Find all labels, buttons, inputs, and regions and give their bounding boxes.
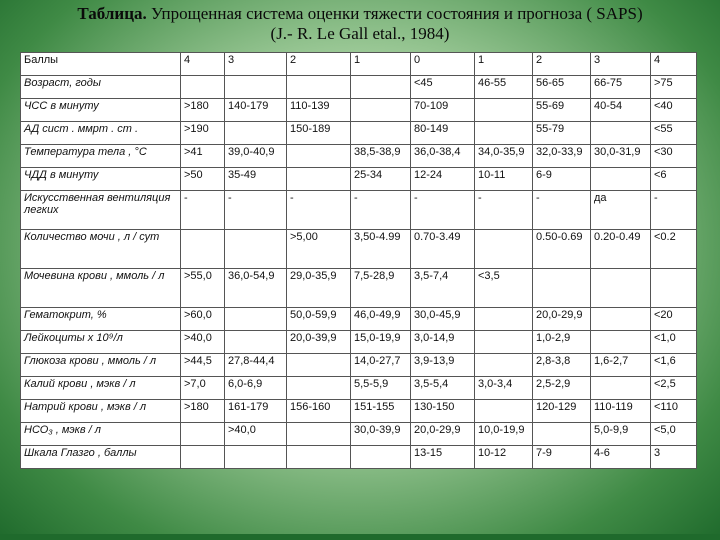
table-cell: 14,0-27,7 <box>351 354 411 377</box>
table-cell: - <box>181 191 225 230</box>
table-cell: 0.50-0.69 <box>533 230 591 269</box>
table-cell: <3,5 <box>475 269 533 308</box>
table-cell <box>225 446 287 469</box>
table-cell: 110-139 <box>287 99 351 122</box>
table-row <box>21 354 697 377</box>
table-cell: 5,5-5,9 <box>351 377 411 400</box>
table-cell: 2,5-2,9 <box>533 377 591 400</box>
table-cell: 7,5-28,9 <box>351 269 411 308</box>
table-row <box>21 269 697 308</box>
table-cell <box>181 423 225 446</box>
table-row <box>21 122 697 145</box>
table-cell: 27,8-44,4 <box>225 354 287 377</box>
table-body <box>21 53 697 469</box>
table-cell: <30 <box>651 145 697 168</box>
header-score-cell: 4 <box>181 53 225 76</box>
table-cell <box>533 423 591 446</box>
table-cell <box>287 446 351 469</box>
table-cell <box>351 76 411 99</box>
table-cell: 1,6-2,7 <box>591 354 651 377</box>
table-cell: 20,0-29,9 <box>411 423 475 446</box>
header-row <box>21 53 697 76</box>
table-cell: 70-109 <box>411 99 475 122</box>
table-cell: <1,0 <box>651 331 697 354</box>
row-label: Мочевина крови , ммоль / л <box>21 269 181 308</box>
table-cell <box>475 400 533 423</box>
table-cell: >50 <box>181 168 225 191</box>
header-score-cell: 2 <box>533 53 591 76</box>
table-cell: - <box>411 191 475 230</box>
table-cell: 50,0-59,9 <box>287 308 351 331</box>
table-cell: >60,0 <box>181 308 225 331</box>
table-cell: 20,0-29,9 <box>533 308 591 331</box>
table-cell: 130-150 <box>411 400 475 423</box>
table-row <box>21 331 697 354</box>
table-cell <box>225 308 287 331</box>
table-cell: 25-34 <box>351 168 411 191</box>
table-cell: 150-189 <box>287 122 351 145</box>
row-label: Шкала Глазго , баллы <box>21 446 181 469</box>
table-cell: 46-55 <box>475 76 533 99</box>
table-cell: <40 <box>651 99 697 122</box>
table-cell <box>651 269 697 308</box>
table-cell: 39,0-40,9 <box>225 145 287 168</box>
table-cell <box>181 230 225 269</box>
table-cell: >55,0 <box>181 269 225 308</box>
table-cell: 110-119 <box>591 400 651 423</box>
table-cell <box>225 331 287 354</box>
table-cell: 20,0-39,9 <box>287 331 351 354</box>
table-cell: 55-79 <box>533 122 591 145</box>
table-cell: 30,0-39,9 <box>351 423 411 446</box>
table-cell: - <box>475 191 533 230</box>
table-row <box>21 308 697 331</box>
row-label: Количество мочи , л / сут <box>21 230 181 269</box>
table-cell <box>591 377 651 400</box>
table-cell: >40,0 <box>225 423 287 446</box>
saps-table <box>20 52 697 469</box>
table-cell: 0.70-3.49 <box>411 230 475 269</box>
row-label: Возраст, годы <box>21 76 181 99</box>
table-cell: 56-65 <box>533 76 591 99</box>
table-cell: >5,00 <box>287 230 351 269</box>
table-cell: <0.2 <box>651 230 697 269</box>
table-cell: - <box>225 191 287 230</box>
table-cell: 34,0-35,9 <box>475 145 533 168</box>
table-row <box>21 446 697 469</box>
title-line-1 <box>0 4 720 24</box>
table-row <box>21 76 697 99</box>
page-title <box>0 4 720 44</box>
table-cell: 140-179 <box>225 99 287 122</box>
table-cell <box>591 168 651 191</box>
table-cell: >180 <box>181 99 225 122</box>
table-cell: 0.20-0.49 <box>591 230 651 269</box>
table-cell: >75 <box>651 76 697 99</box>
table-cell: 156-160 <box>287 400 351 423</box>
header-score-cell: 2 <box>287 53 351 76</box>
table-cell <box>225 230 287 269</box>
table-cell: 2,8-3,8 <box>533 354 591 377</box>
table-cell: >44,5 <box>181 354 225 377</box>
table-cell <box>181 76 225 99</box>
row-label: ЧСС в минуту <box>21 99 181 122</box>
table-cell: - <box>533 191 591 230</box>
table-cell: 46,0-49,9 <box>351 308 411 331</box>
row-label: АД сист . ммрт . ст . <box>21 122 181 145</box>
table-cell <box>475 99 533 122</box>
table-cell <box>287 76 351 99</box>
table-cell: 55-69 <box>533 99 591 122</box>
table-row <box>21 168 697 191</box>
table-cell: 3 <box>651 446 697 469</box>
table-cell: 3,0-3,4 <box>475 377 533 400</box>
table-cell: <1,6 <box>651 354 697 377</box>
table-cell: 6-9 <box>533 168 591 191</box>
header-score-cell: 3 <box>225 53 287 76</box>
table-cell: 35-49 <box>225 168 287 191</box>
table-cell: - <box>651 191 697 230</box>
title-line-2: (J.- R. Le Gall etal., 1984) <box>270 24 450 43</box>
table-cell: 120-129 <box>533 400 591 423</box>
row-label: Искусственная вентиляция легких <box>21 191 181 230</box>
table-cell <box>533 269 591 308</box>
table-cell: >190 <box>181 122 225 145</box>
row-label: Калий крови , мэкв / л <box>21 377 181 400</box>
row-label: Температура тела , °С <box>21 145 181 168</box>
header-score-cell: 1 <box>475 53 533 76</box>
table-row <box>21 377 697 400</box>
table-row <box>21 400 697 423</box>
table-cell <box>591 331 651 354</box>
table-row <box>21 145 697 168</box>
table-cell: 30,0-31,9 <box>591 145 651 168</box>
title-text: Упрощенная система оценки тяжести состояния и прогноза ( SAPS) <box>146 4 643 23</box>
table-row <box>21 230 697 269</box>
table-cell: 38,5-38,9 <box>351 145 411 168</box>
table-cell <box>475 230 533 269</box>
table-cell: 36,0-38,4 <box>411 145 475 168</box>
table-cell <box>225 76 287 99</box>
table-cell: >40,0 <box>181 331 225 354</box>
table-cell <box>287 145 351 168</box>
table-cell: 10,0-19,9 <box>475 423 533 446</box>
row-label: НСО₃ , мэкв / л <box>21 423 181 446</box>
table-cell: <55 <box>651 122 697 145</box>
table-cell <box>351 122 411 145</box>
title-prefix: Таблица. <box>77 4 147 23</box>
table-cell: - <box>287 191 351 230</box>
table-cell <box>287 423 351 446</box>
table-cell: 161-179 <box>225 400 287 423</box>
table-cell: <5,0 <box>651 423 697 446</box>
table-row <box>21 191 697 230</box>
table-cell: >7,0 <box>181 377 225 400</box>
table-cell <box>287 168 351 191</box>
header-score-cell: 1 <box>351 53 411 76</box>
table-cell <box>351 99 411 122</box>
table-row <box>21 423 697 446</box>
table-cell: 4-6 <box>591 446 651 469</box>
table-cell <box>591 269 651 308</box>
table-cell: 15,0-19,9 <box>351 331 411 354</box>
table-cell: <110 <box>651 400 697 423</box>
table-cell: 3,5-5,4 <box>411 377 475 400</box>
table-cell: 10-11 <box>475 168 533 191</box>
table-cell: 6,0-6,9 <box>225 377 287 400</box>
header-score-cell: 0 <box>411 53 475 76</box>
table-cell <box>225 122 287 145</box>
table-cell <box>591 308 651 331</box>
table-cell <box>591 122 651 145</box>
table-cell <box>475 331 533 354</box>
table-cell <box>475 354 533 377</box>
table-cell <box>351 446 411 469</box>
table-cell: 30,0-45,9 <box>411 308 475 331</box>
table-cell: <45 <box>411 76 475 99</box>
table-cell: >41 <box>181 145 225 168</box>
row-label: Глюкоза крови , ммоль / л <box>21 354 181 377</box>
row-label: Натрий крови , мэкв / л <box>21 400 181 423</box>
table-cell <box>181 446 225 469</box>
table-cell: 32,0-33,9 <box>533 145 591 168</box>
table-cell: 7-9 <box>533 446 591 469</box>
table-cell: 29,0-35,9 <box>287 269 351 308</box>
row-label: Гематокрит, % <box>21 308 181 331</box>
header-label-cell: Баллы <box>21 53 181 76</box>
table-cell: <2,5 <box>651 377 697 400</box>
table-cell <box>287 377 351 400</box>
table-cell: 3,0-14,9 <box>411 331 475 354</box>
table-cell: 36,0-54,9 <box>225 269 287 308</box>
table-cell <box>475 308 533 331</box>
table-row <box>21 99 697 122</box>
table-cell: 3,5-7,4 <box>411 269 475 308</box>
table-cell: 12-24 <box>411 168 475 191</box>
table-cell: 66-75 <box>591 76 651 99</box>
table-cell: 13-15 <box>411 446 475 469</box>
header-score-cell: 3 <box>591 53 651 76</box>
table-cell <box>287 354 351 377</box>
table-cell: 3,50-4.99 <box>351 230 411 269</box>
table-cell: 80-149 <box>411 122 475 145</box>
table-cell: 1,0-2,9 <box>533 331 591 354</box>
table-cell <box>475 122 533 145</box>
bottom-bar <box>0 534 720 540</box>
table-cell: <6 <box>651 168 697 191</box>
table-cell: - <box>351 191 411 230</box>
row-label: ЧДД в минуту <box>21 168 181 191</box>
table-cell: <20 <box>651 308 697 331</box>
table-cell: 151-155 <box>351 400 411 423</box>
row-label: Лейкоциты х 10⁹/л <box>21 331 181 354</box>
table-cell: >180 <box>181 400 225 423</box>
table-cell: 3,9-13,9 <box>411 354 475 377</box>
table-cell: 10-12 <box>475 446 533 469</box>
table-cell: 5,0-9,9 <box>591 423 651 446</box>
table-cell: 40-54 <box>591 99 651 122</box>
header-score-cell: 4 <box>651 53 697 76</box>
table-cell: да <box>591 191 651 230</box>
